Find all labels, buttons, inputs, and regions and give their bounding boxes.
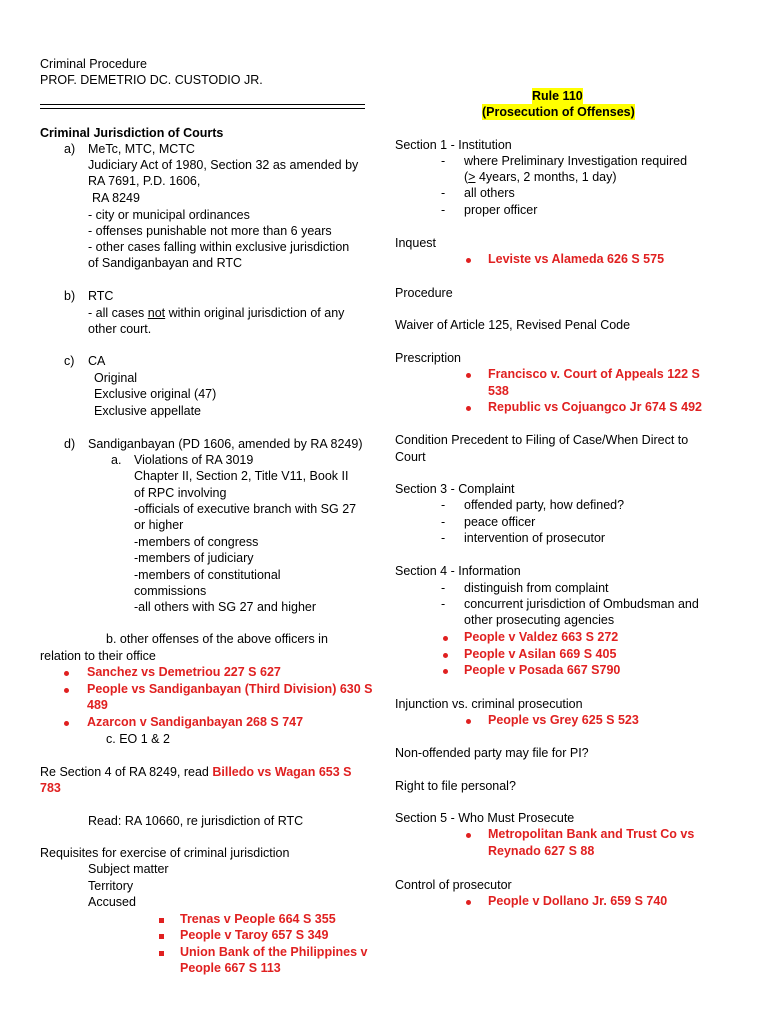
item-a-line: RA 8249: [92, 191, 140, 205]
subitem-c-line: c. EO 1 & 2: [106, 732, 170, 746]
item-a-line: - other cases falling within exclusive jurisdiction: [88, 240, 350, 254]
item-letter-c: c): [64, 354, 75, 368]
item-c-line: Exclusive appellate: [94, 404, 202, 418]
bullet-icon: [466, 406, 471, 411]
item-b-line: [88, 305, 344, 321]
subitem-a-title: Violations of RA 3019: [134, 453, 254, 467]
dash: -: [441, 186, 446, 200]
section-1-item: proper officer: [464, 203, 538, 217]
prescription-heading: Prescription: [395, 351, 461, 365]
condition-heading: Court: [395, 450, 426, 464]
section-1-item: [464, 169, 617, 185]
item-b-text: - all cases: [88, 306, 148, 320]
section-4-item: distinguish from complaint: [464, 581, 609, 595]
bullet-icon: [443, 669, 448, 674]
gte-symbol: >: [468, 170, 476, 184]
section-1-item: where Preliminary Investigation required: [464, 154, 688, 168]
case-citation: Union Bank of the Philippines v: [180, 945, 368, 959]
section-4-item: other prosecuting agencies: [464, 613, 615, 627]
re-section-line: [40, 764, 352, 780]
section-3-item: intervention of prosecutor: [464, 531, 606, 545]
item-a-line: of Sandiganbayan and RTC: [88, 256, 243, 270]
item-c-line: Original: [94, 371, 138, 385]
item-a-line: RA 7691, P.D. 1606,: [88, 174, 201, 188]
bullet-icon: [466, 719, 471, 724]
dash: -: [441, 597, 446, 611]
case-citation: Sanchez vs Demetriou 227 S 627: [87, 665, 281, 679]
case-citation: People v Dollano Jr. 659 S 740: [488, 894, 668, 908]
subitem-b-line: relation to their office: [40, 649, 156, 663]
bullet-icon: [64, 688, 69, 693]
square-bullet-icon: [159, 934, 164, 939]
section-5-title: Section 5 - Who Must Prosecute: [395, 811, 575, 825]
case-citation: 783: [40, 781, 61, 795]
read-note: Read: RA 10660, re jurisdiction of RTC: [88, 814, 304, 828]
right-personal-heading: Right to file personal?: [395, 779, 516, 793]
subitem-a-line: Chapter II, Section 2, Title V11, Book II: [134, 469, 349, 483]
re-section-text: Re Section 4 of RA 8249, read: [40, 765, 213, 779]
case-citation: Trenas v People 664 S 355: [180, 912, 336, 926]
bullet-icon: [443, 636, 448, 641]
case-citation: Azarcon v Sandiganbayan 268 S 747: [87, 715, 304, 729]
bullet-icon: [466, 258, 471, 263]
section-3-title: Section 3 - Complaint: [395, 482, 515, 496]
nonoffended-heading: Non-offended party may file for PI?: [395, 746, 589, 760]
item-b-title: RTC: [88, 289, 114, 303]
case-citation: 538: [488, 384, 509, 398]
subitem-a-line: -all others with SG 27 and higher: [134, 600, 317, 614]
inquest-heading: Inquest: [395, 236, 437, 250]
case-citation: Leviste vs Alameda 626 S 575: [488, 252, 665, 266]
dash: -: [441, 203, 446, 217]
case-citation: People vs Sandiganbayan (Third Division) 630 S: [87, 682, 373, 696]
item-c-title: CA: [88, 354, 106, 368]
bullet-icon: [466, 833, 471, 838]
bullet-icon: [466, 900, 471, 905]
case-citation: People vs Grey 625 S 523: [488, 713, 639, 727]
subitem-a-line: commissions: [134, 584, 207, 598]
case-citation: People v Posada 667 S790: [464, 663, 621, 677]
duration-text: 4years, 2 months, 1 day): [475, 170, 617, 184]
paren-open: (: [464, 170, 469, 184]
subitem-b-line: b. other offenses of the above officers in: [106, 632, 328, 646]
case-citation: Republic vs Cojuangco Jr 674 S 492: [488, 400, 702, 414]
requisite-item: Subject matter: [88, 862, 169, 876]
case-citation: People v Taroy 657 S 349: [180, 928, 329, 942]
case-citation: People v Valdez 663 S 272: [464, 630, 619, 644]
dash: -: [441, 154, 446, 168]
injunction-heading: Injunction vs. criminal prosecution: [395, 697, 583, 711]
section-4-item: concurrent jurisdiction of Ombudsman and: [464, 597, 699, 611]
subitem-a-line: -members of congress: [134, 535, 259, 549]
requisite-item: Territory: [88, 879, 134, 893]
item-a-line: - city or municipal ordinances: [88, 208, 250, 222]
rule-subtitle: (Prosecution of Offenses): [482, 105, 635, 119]
item-b-line: other court.: [88, 322, 152, 336]
divider-bottom: [40, 108, 365, 109]
dash: -: [441, 498, 446, 512]
waiver-heading: Waiver of Article 125, Revised Penal Code: [395, 318, 631, 332]
subitem-letter-a: a.: [111, 453, 122, 467]
subitem-a-line: -members of constitutional: [134, 568, 281, 582]
item-letter-b: b): [64, 289, 76, 303]
case-citation: People v Asilan 669 S 405: [464, 647, 617, 661]
bullet-icon: [64, 671, 69, 676]
section-1-title: Section 1 - Institution: [395, 138, 512, 152]
requisite-item: Accused: [88, 895, 136, 909]
case-citation: 489: [87, 698, 108, 712]
case-citation: Reynado 627 S 88: [488, 844, 595, 858]
square-bullet-icon: [159, 918, 164, 923]
item-a-line: Judiciary Act of 1980, Section 32 as amended by: [88, 158, 359, 172]
case-citation: Metropolitan Bank and Trust Co vs: [488, 827, 695, 841]
dash: -: [441, 515, 446, 529]
requisites-title: Requisites for exercise of criminal jurisdiction: [40, 846, 290, 860]
dash: -: [441, 531, 446, 545]
professor-name: PROF. DEMETRIO DC. CUSTODIO JR.: [40, 73, 263, 87]
case-citation: Francisco v. Court of Appeals 122 S: [488, 367, 700, 381]
control-heading: Control of prosecutor: [395, 878, 512, 892]
course-title: Criminal Procedure: [40, 57, 147, 71]
procedure-heading: Procedure: [395, 286, 453, 300]
section-4-title: Section 4 - Information: [395, 564, 521, 578]
condition-heading: Condition Precedent to Filing of Case/When Direct to: [395, 433, 689, 447]
item-b-text: within original jurisdiction of any: [165, 306, 345, 320]
bullet-icon: [443, 653, 448, 658]
section-3-item: offended party, how defined?: [464, 498, 625, 512]
divider-top: [40, 104, 365, 105]
item-a-title: MeTc, MTC, MCTC: [88, 142, 195, 156]
square-bullet-icon: [159, 951, 164, 956]
bullet-icon: [466, 373, 471, 378]
subitem-a-line: -officials of executive branch with SG 27: [134, 502, 357, 516]
item-c-line: Exclusive original (47): [94, 387, 217, 401]
item-d-title: Sandiganbayan (PD 1606, amended by RA 8249): [88, 437, 363, 451]
section-3-item: peace officer: [464, 515, 536, 529]
section-1-item: all others: [464, 186, 515, 200]
item-a-line: - offenses punishable not more than 6 years: [88, 224, 332, 238]
section-heading: Criminal Jurisdiction of Courts: [40, 126, 224, 140]
item-letter-d: d): [64, 437, 76, 451]
case-citation: People 667 S 113: [180, 961, 281, 975]
dash: -: [441, 581, 446, 595]
subitem-a-line: or higher: [134, 518, 184, 532]
subitem-a-line: -members of judiciary: [134, 551, 254, 565]
rule-title: Rule 110: [532, 89, 583, 103]
bullet-icon: [64, 721, 69, 726]
subitem-a-line: of RPC involving: [134, 486, 227, 500]
item-b-underlined: not: [147, 306, 166, 320]
item-letter-a: a): [64, 142, 76, 156]
case-citation: Billedo vs Wagan 653 S: [212, 765, 352, 779]
